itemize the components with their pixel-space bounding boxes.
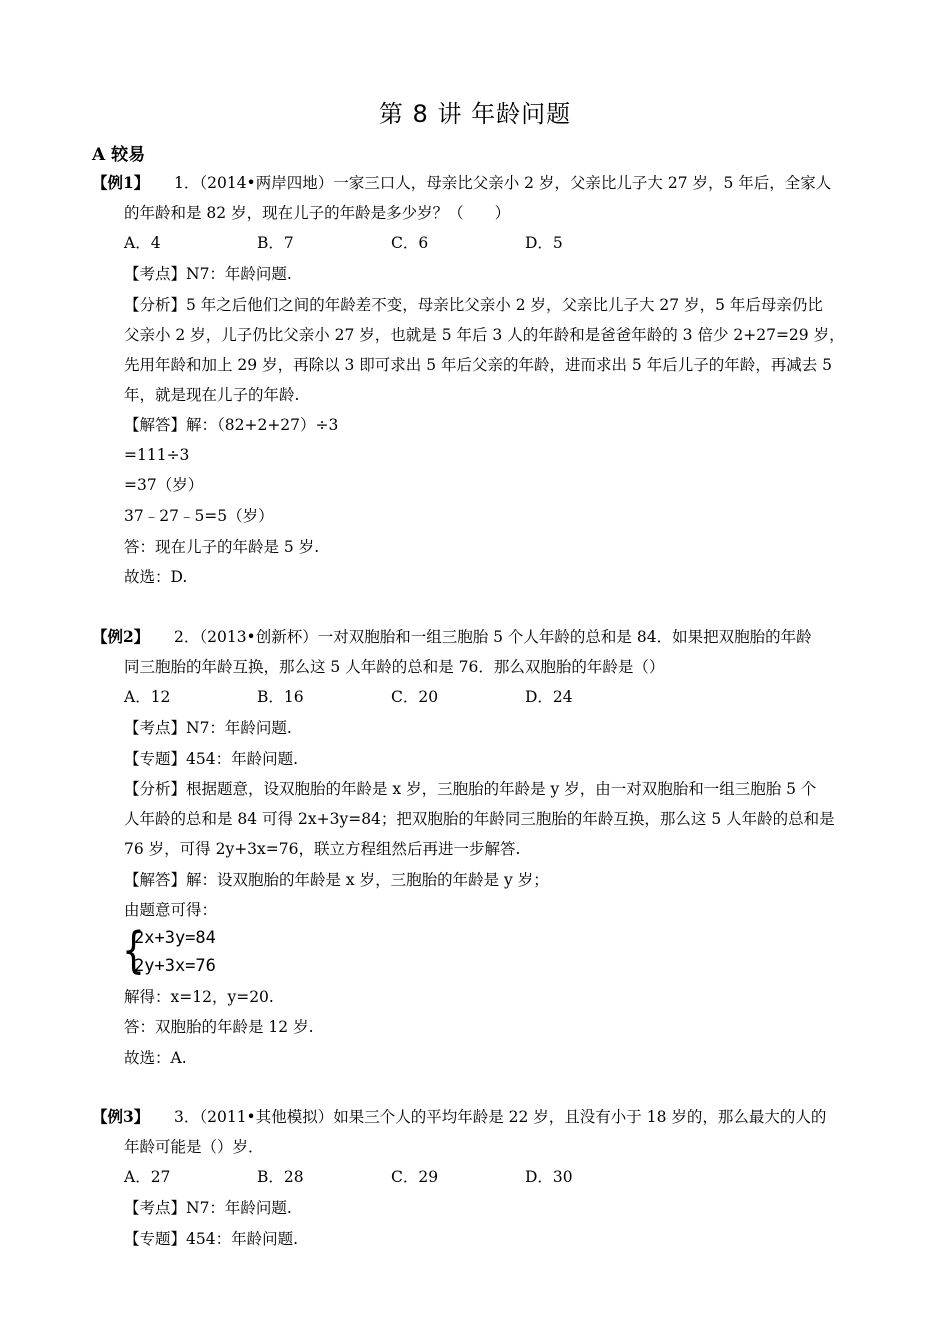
option-d: D．24 — [525, 688, 573, 706]
kaodian: 【考点】N7：年龄问题. — [124, 265, 292, 283]
example-2-tag: 【例2】 — [92, 627, 150, 646]
equation-2: 2y+3x=76 — [134, 956, 216, 976]
question-line: 1．（2014•两岸四地）一家三口人，母亲比父亲小 2 岁，父亲比儿子大 27 岁，5 年后，全家人 — [174, 174, 832, 192]
kaodian: 【考点】N7：年龄问题. — [124, 1199, 292, 1217]
equation-brace: { — [122, 923, 145, 980]
example-1-tag: 【例1】 — [92, 173, 150, 192]
option-d: D．30 — [525, 1168, 573, 1186]
solution-step: =111÷3 — [124, 446, 190, 464]
analysis-line: 先用年龄和加上 29 岁，再除以 3 即可求出 5 年后父亲的年龄，进而求出 5 年后儿子的年龄，再减去 5 — [124, 356, 833, 374]
option-b: B．28 — [257, 1168, 304, 1186]
question-line: 3．（2011•其他模拟）如果三个人的平均年龄是 22 岁，且没有小于 18 岁的，那么最大的人的 — [174, 1108, 827, 1126]
option-a: A．27 — [124, 1168, 171, 1186]
option-a: A．12 — [124, 688, 171, 706]
analysis-line: 人年龄的总和是 84 可得 2x+3y=84；把双胞胎的年龄同三胞胎的年龄互换，那么这 5 人年龄的总和是 — [124, 810, 835, 828]
zhuanti: 【专题】454：年龄问题. — [124, 750, 299, 768]
equation-1: 2x+3y=84 — [134, 928, 216, 948]
option-b: B．7 — [257, 234, 294, 252]
solution-step: 37﹣27﹣5=5（岁） — [124, 507, 274, 525]
analysis-line: 【分析】5 年之后他们之间的年龄差不变，母亲比父亲小 2 岁，父亲比儿子大 27 岁，5 年后母亲仍比 — [124, 296, 823, 314]
choice-line: 故选：A. — [124, 1049, 187, 1067]
kaodian: 【考点】N7：年龄问题. — [124, 719, 292, 737]
question-line: 年龄可能是（）岁． — [124, 1138, 264, 1156]
question-line: 同三胞胎的年龄互换，那么这 5 人年龄的总和是 76．那么双胞胎的年龄是（） — [124, 658, 665, 676]
solution-line: 【解答】解：（82+2+27）÷3 — [124, 416, 339, 434]
section-heading: A 较易 — [92, 145, 146, 165]
option-b: B．16 — [257, 688, 304, 706]
solution-line: 【解答】解：设双胞胎的年龄是 x 岁，三胞胎的年龄是 y 岁； — [124, 871, 549, 889]
question-line: 的年龄和是 82 岁，现在儿子的年龄是多少岁？（ ） — [124, 204, 511, 222]
page-title: 第 8 讲 年龄问题 — [378, 100, 572, 128]
analysis-line: 【分析】根据题意，设双胞胎的年龄是 x 岁，三胞胎的年龄是 y 岁，由一对双胞胎和一组三胞胎 5 个 — [124, 780, 817, 798]
analysis-line: 76 岁，可得 2y+3x=76，联立方程组然后再进一步解答. — [124, 840, 521, 858]
solution-step: =37（岁） — [124, 476, 204, 494]
question-line: 2．（2013•创新杯）一对双胞胎和一组三胞胎 5 个人年龄的总和是 84．如果把双胞胎的年龄 — [174, 628, 812, 646]
solution-step: 由题意可得： — [124, 901, 218, 919]
option-a: A．4 — [124, 234, 161, 252]
answer-line: 答：现在儿子的年龄是 5 岁. — [124, 538, 320, 556]
analysis-line: 年，就是现在儿子的年龄. — [124, 386, 300, 404]
option-c: C．20 — [391, 688, 439, 706]
zhuanti: 【专题】454：年龄问题. — [124, 1230, 299, 1248]
option-c: C．29 — [391, 1168, 439, 1186]
analysis-line: 父亲小 2 岁，儿子仍比父亲小 27 岁，也就是 5 年后 3 人的年龄和是爸爸年龄的 3 倍少 2+27=29 岁， — [124, 326, 845, 344]
answer-line: 答：双胞胎的年龄是 12 岁. — [124, 1018, 314, 1036]
option-d: D．5 — [525, 234, 563, 252]
option-c: C．6 — [391, 234, 429, 252]
example-3-tag: 【例3】 — [92, 1107, 150, 1126]
choice-line: 故选：D. — [124, 568, 188, 586]
solution-step: 解得：x=12，y=20. — [124, 988, 274, 1006]
